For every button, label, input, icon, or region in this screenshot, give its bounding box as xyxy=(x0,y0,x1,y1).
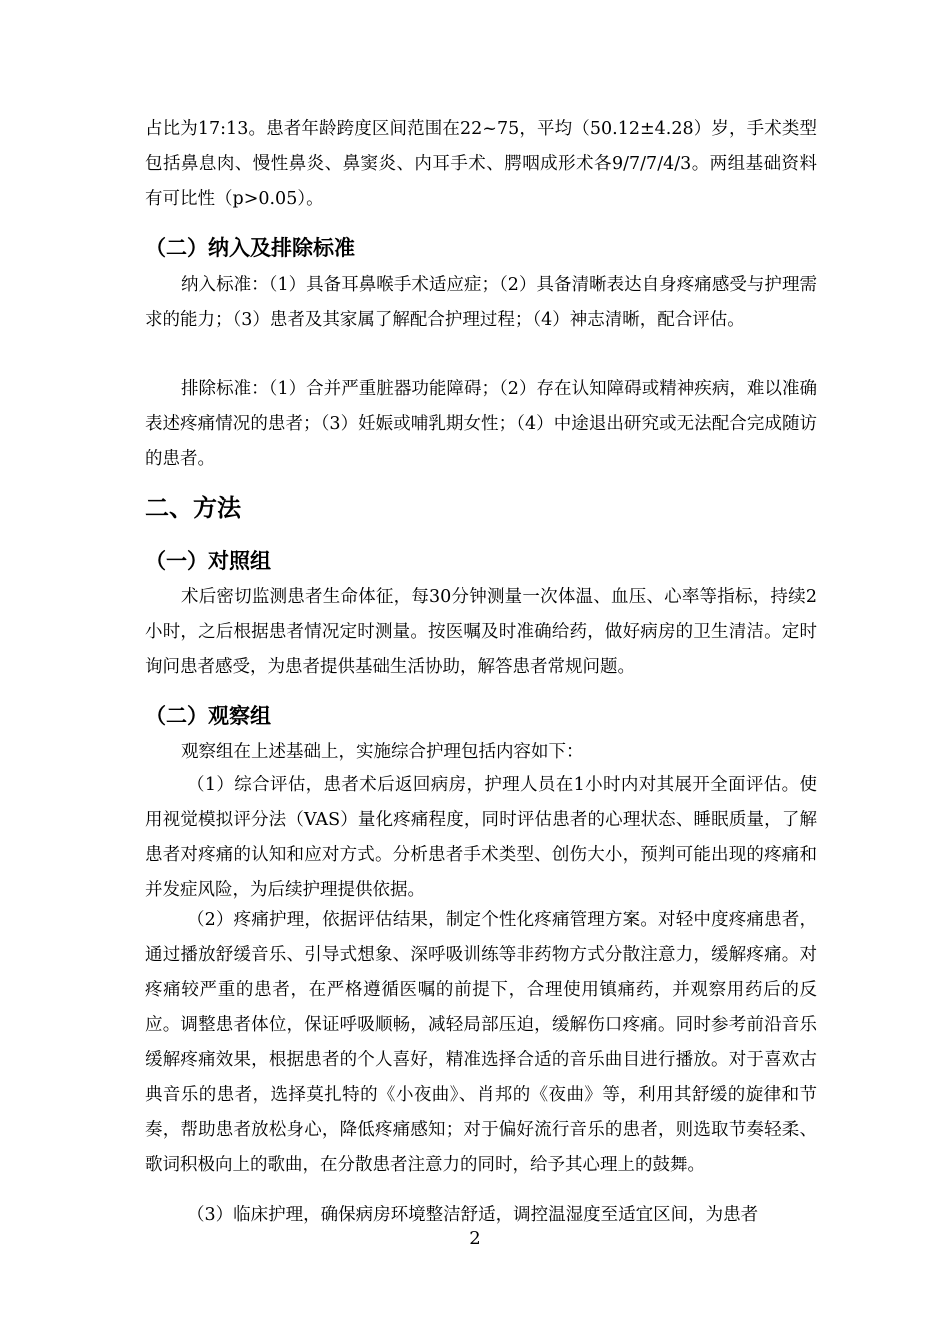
paragraph-inclusion-criteria: 纳入标准：（1）具备耳鼻喉手术适应症；（2）具备清晰表达自身疼痛感受与护理需求的能力；（3）患者及其家属了解配合护理过程；（4）神志清晰，配合评估。 xyxy=(145,275,817,330)
paragraph-baseline-data: 占比为17:13。患者年龄跨度区间范围在22~75，平均（50.12±4.28）岁，手术类型包括鼻息肉、慢性鼻炎、鼻窦炎、内耳手术、腭咽成形术各9/7/7/4/3。两组基础资料有可比性（p>0.05）。 xyxy=(145,119,817,209)
paragraph-item-assessment: （1）综合评估，患者术后返回病房，护理人员在1小时内对其展开全面评估。使用视觉模拟评分法（VAS）量化疼痛程度，同时评估患者的心理状态、睡眠质量，了解患者对疼痛的认知和应对方式。分析患者手术类型、创伤大小，预判可能出现的疼痛和并发症风险，为后续护理提供依据。 xyxy=(145,775,817,900)
paragraph-item-clinical-care: （3）临床护理，确保病房环境整洁舒适，调控温湿度至适宜区间，为患者 xyxy=(187,1205,759,1225)
paragraph-exclusion-criteria: 排除标准：（1）合并严重脏器功能障碍；（2）存在认知障碍或精神疾病，难以准确表述疼痛情况的患者；（3）妊娠或哺乳期女性；（4）中途退出研究或无法配合完成随访的患者。 xyxy=(145,379,817,469)
heading-control-group: （一）对照组 xyxy=(145,549,271,573)
heading-observation-group: （二）观察组 xyxy=(145,704,271,728)
heading-methods: 二、方法 xyxy=(145,494,241,522)
paragraph-observation-intro: 观察组在上述基础上，实施综合护理包括内容如下： xyxy=(181,742,584,762)
heading-inclusion-exclusion: （二）纳入及排除标准 xyxy=(145,236,355,260)
paragraph-control-group: 术后密切监测患者生命体征，每30分钟测量一次体温、血压、心率等指标，持续2小时，之后根据患者情况定时测量。按医嘱及时准确给药，做好病房的卫生清洁。定时询问患者感受，为患者提供基础生活协助，解答患者常规问题。 xyxy=(145,587,817,677)
page-number: 2 xyxy=(469,1228,481,1249)
paragraph-item-pain-care: （2）疼痛护理，依据评估结果，制定个性化疼痛管理方案。对轻中度疼痛患者，通过播放舒缓音乐、引导式想象、深呼吸训练等非药物方式分散注意力，缓解疼痛。对疼痛较严重的患者，在严格遵循医嘱的前提下，合理使用镇痛药，并观察用药后的反应。调整患者体位，保证呼吸顺畅，减轻局部压迫，缓解伤口疼痛。同时参考前沿音乐缓解疼痛效果，根据患者的个人喜好，精准选择合适的音乐曲目进行播放。对于喜欢古典音乐的患者，选择莫扎特的《小夜曲》、肖邦的《夜曲》等，利用其舒缓的旋律和节奏，帮助患者放松身心，降低疼痛感知；对于偏好流行音乐的患者，则选取节奏轻柔、歌词积极向上的歌曲，在分散患者注意力的同时，给予其心理上的鼓舞。 xyxy=(145,910,817,1175)
